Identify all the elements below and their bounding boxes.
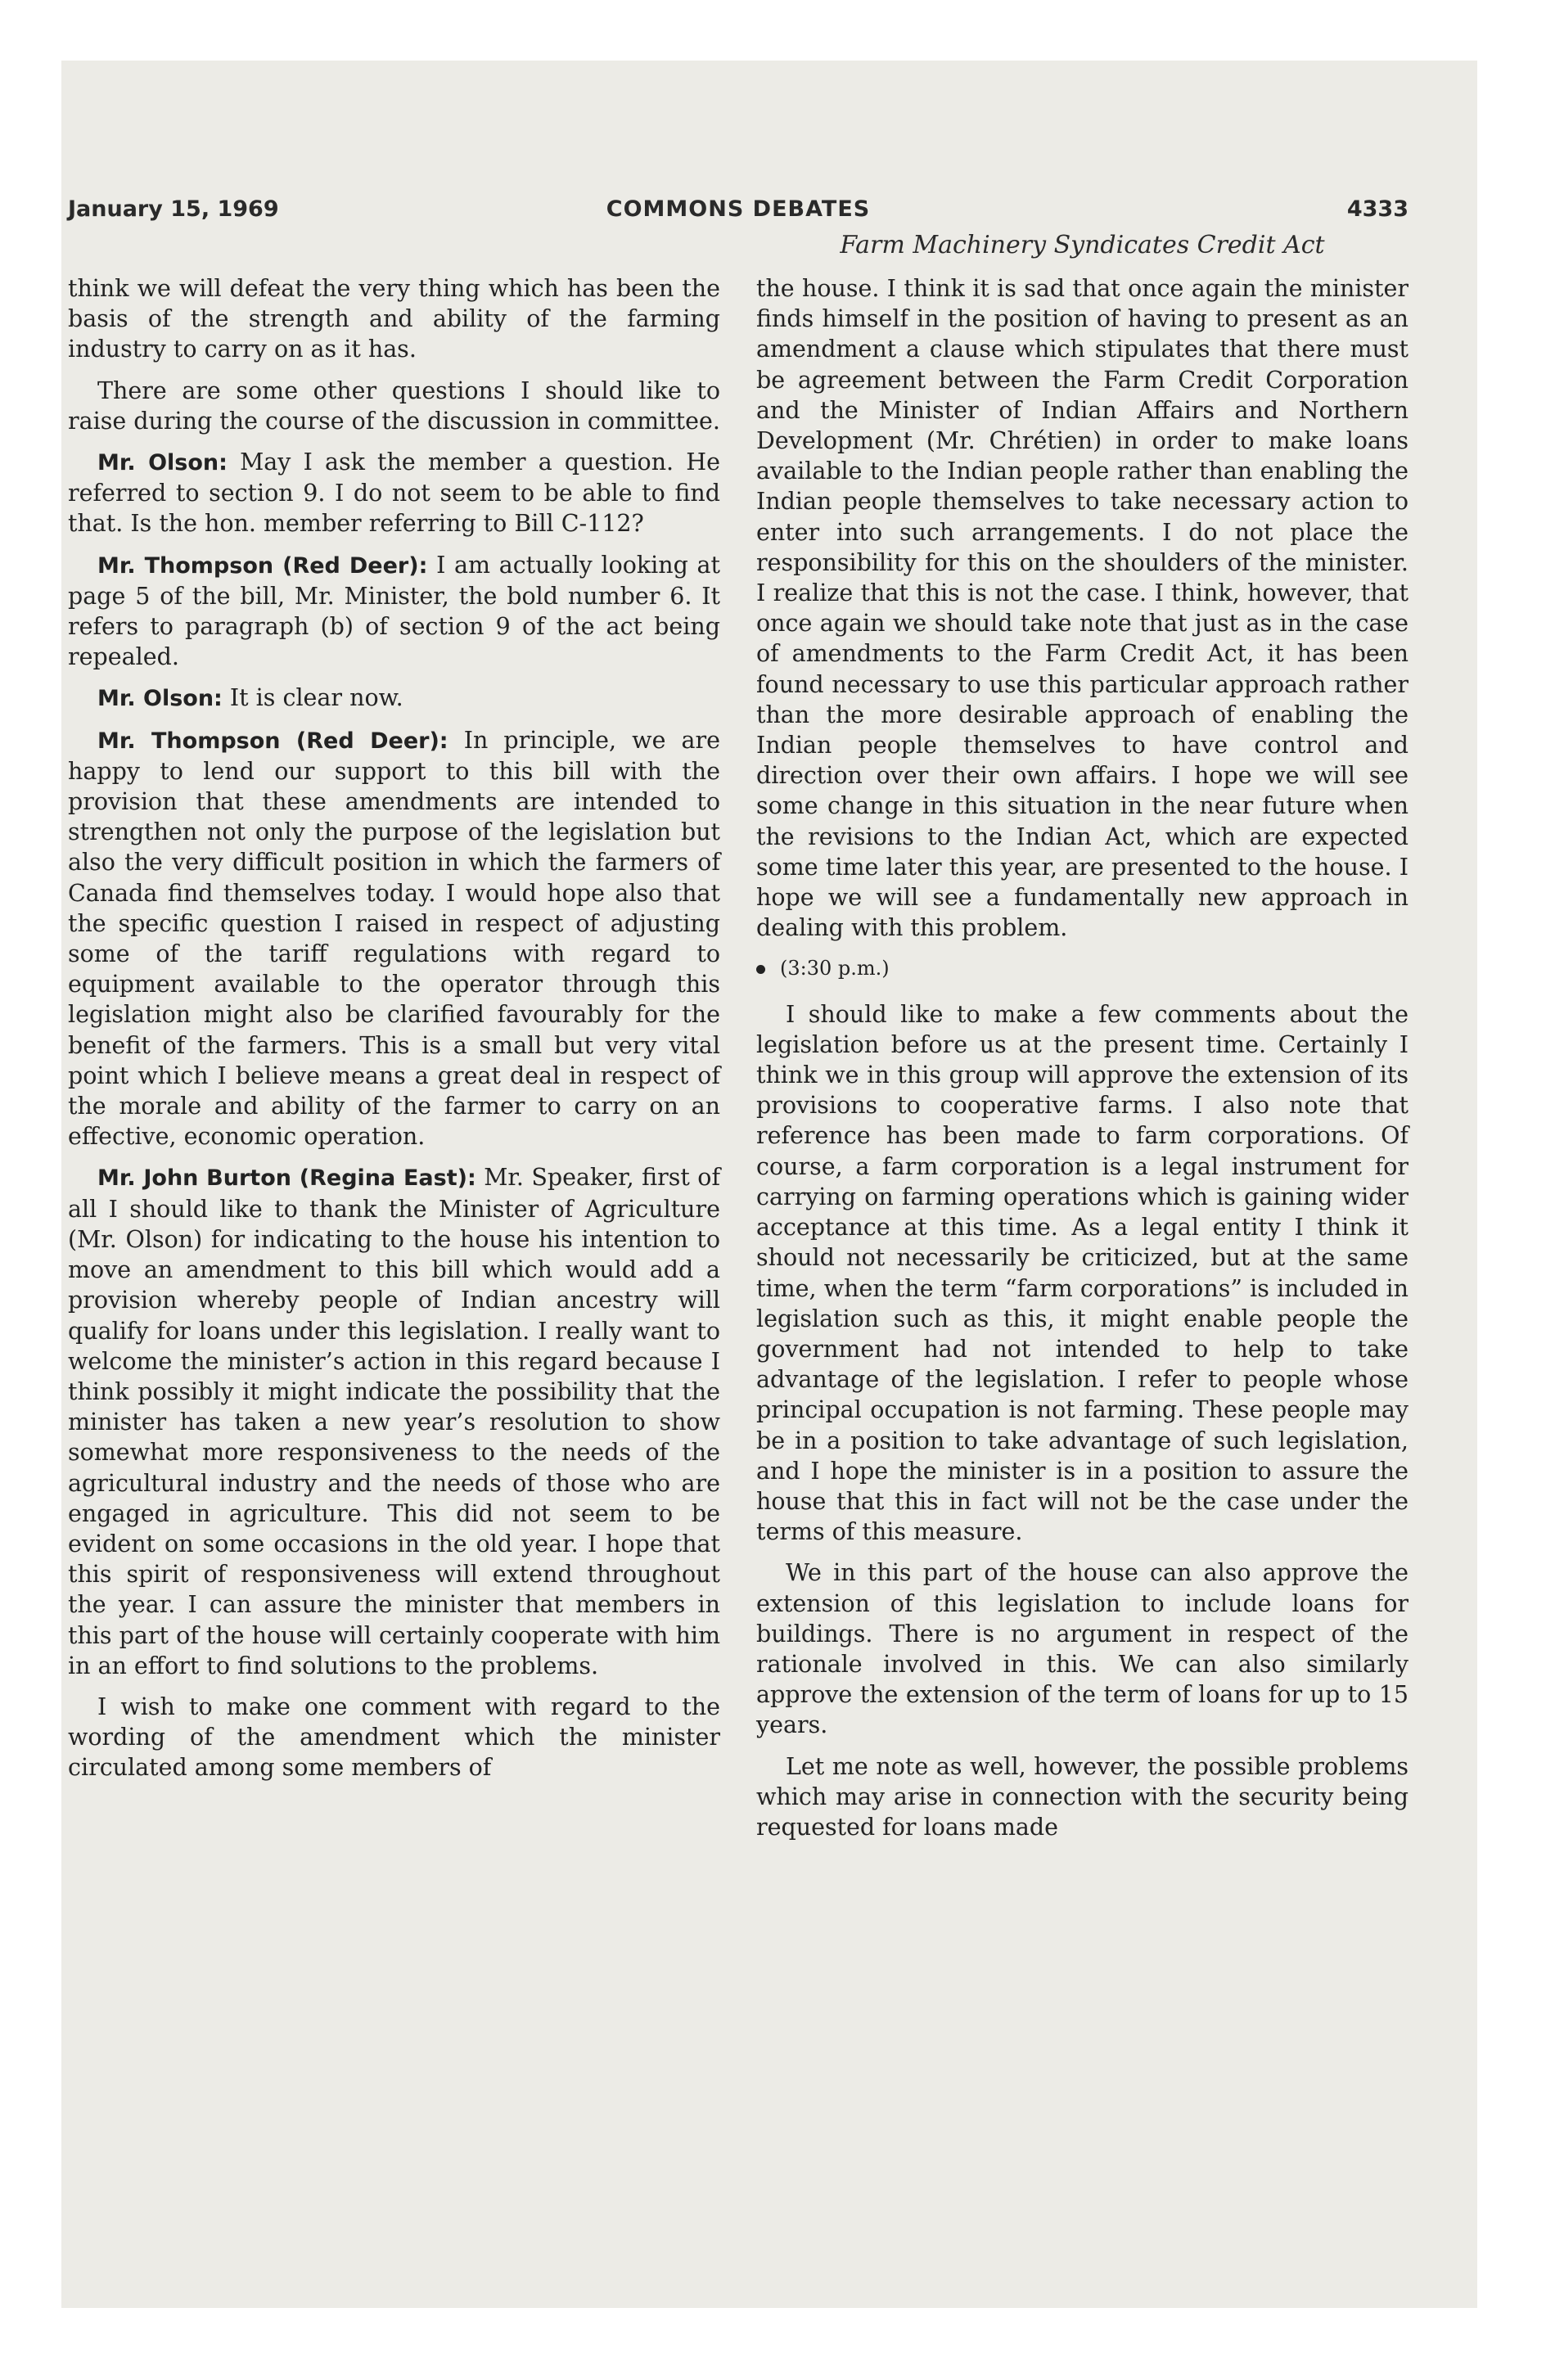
paragraph-text: We in this part of the house can also approve the extension of this legislation to include loans for buildings. There is no argument in respect of the rationale involved in this. We can also similarly approve the extension of the term of loans for up to 15 years. xyxy=(756,1559,1409,1739)
paragraph-text: think we will defeat the very thing which has been the basis of the strength and ability of the farming industry to carry on as it has. xyxy=(68,275,720,363)
paragraph xyxy=(756,1751,1409,1843)
bullet-icon xyxy=(756,965,765,974)
speaker-name: Mr. Thompson (Red Deer): xyxy=(97,552,428,579)
time-marker xyxy=(756,953,1409,984)
left-column xyxy=(68,273,720,1794)
paragraph xyxy=(68,376,720,436)
paragraph xyxy=(68,683,720,714)
paragraph-text: the house. I think it is sad that once again the minister finds himself in the position of having to present as an amendment a clause which stipulates that there must be agreement between the Farm Credit Corporation and the Minister of Indian Affairs and Northern Development (Mr. Chrétien) in order to make loans available to the Indian people rather than enabling the Indian people themselves to take necessary action to enter into such arrangements. I do not place the responsibility for this on the shoulders of the minister. I realize that this is not the case. I think, however, that once again we should take note that just as in the case of amendments to the Farm Credit Act, it has been found necessary to use this particular approach rather than the more desirable approach of enabling the Indian people themselves to have control and direction over their own affairs. I hope we will see some change in this situation in the near future when the revisions to the Indian Act, which are expected some time later this year, are presented to the house. I hope we will see a fundamentally new approach in dealing with this problem. xyxy=(756,275,1409,942)
page-number: 4333 xyxy=(1346,196,1409,222)
paragraph xyxy=(756,273,1409,943)
time-marker-text: (3:30 p.m.) xyxy=(780,957,890,980)
right-column-before-marker xyxy=(756,273,1409,943)
paragraph-text: I wish to make one comment with regard to the wording of the amendment which the minister circulated among some members of xyxy=(68,1693,720,1782)
paragraph-text: In principle, we are happy to lend our support to this bill with the provision that these amendments are intended to strengthen not only the purpose of the legislation but also the very difficult position in which the farmers of Canada find themselves today. I would hope also that the specific question I raised in respect of adjusting some of the tariff regulations with regard to equipment available to the operator through this legislation might also be clarified favourably for the benefit of the farmers. This is a small but very vital point which I believe means a great deal in respect of the morale and ability of the farmer to carry on an effective, economic operation. xyxy=(68,726,721,1151)
paragraph-text: There are some other questions I should like to raise during the course of the discussion in committee. xyxy=(68,376,720,435)
header-title: COMMONS DEBATES xyxy=(606,196,871,222)
paragraph xyxy=(68,550,720,673)
paragraph xyxy=(68,725,720,1152)
paragraph-text: Mr. Speaker, first of all I should like to thank the Minister of Agriculture (Mr. Olson) for indicating to the house his intention to move an amendment to this bill which would add a provision whereby people of Indian ancestry will qualify for loans under this legislation. I really want to welcome the minister’s action in this regard because I think possibly it might indicate the possibility that the minister has taken a new year’s resolution to show somewhat more responsiveness to the needs of the agricultural industry and the needs of those who are engaged in agriculture. This did not seem to be evident on some occasions in the old year. I hope that this spirit of responsiveness will extend throughout the year. I can assure the minister that members in this part of the house will certainly cooperate with him in an effort to find solutions to the problems. xyxy=(68,1164,720,1679)
paragraph-text: I am actually looking at page 5 of the bill, Mr. Minister, the bold number 6. It refers to paragraph (b) of section 9 of the act being repealed. xyxy=(68,551,720,671)
paragraph xyxy=(68,273,720,365)
speaker-name: Mr. John Burton (Regina East): xyxy=(97,1165,476,1192)
paragraph xyxy=(756,999,1409,1548)
paragraph-text: It is clear now. xyxy=(229,684,403,712)
paragraph xyxy=(68,1692,720,1783)
paragraph-text: May I ask the member a question. He referred to section 9. I do not seem to be able to find that. Is the hon. member referring to Bill C-112? xyxy=(68,449,720,538)
header-date: January 15, 1969 xyxy=(68,196,279,222)
paragraph-text: I should like to make a few comments about the legislation before us at the present time. Certainly I think we in this group will approve the extension of its provisions to cooperative farms. I also note that reference has been made to farm corporations. Of course, a farm corporation is a legal instrument for carrying on farming operations which is gaining wider acceptance at this time. As a legal entity I think it should not necessarily be criticized, but at the same time, when the term “farm corporations” is included in legislation such as this, it might enable people the government had not intended to help to take advantage of the legislation. I refer to people whose principal occupation is not farming. These people may be in a position to take advantage of such legislation, and I hope the minister is in a position to assure the house that this in fact will not be the case under the terms of this measure. xyxy=(756,1000,1409,1546)
paragraph xyxy=(756,1557,1409,1740)
speaker-name: Mr. Thompson (Red Deer): xyxy=(97,728,448,754)
paragraph xyxy=(68,1162,720,1680)
speaker-name: Mr. Olson: xyxy=(97,450,228,476)
speaker-name: Mr. Olson: xyxy=(97,686,223,712)
section-subtitle: Farm Machinery Syndicates Credit Act xyxy=(840,231,1325,259)
right-column-after-marker xyxy=(756,999,1409,1842)
page-header xyxy=(68,196,1409,229)
paragraph xyxy=(68,447,720,539)
right-column xyxy=(756,273,1409,1853)
paragraph-text: Let me note as well, however, the possible problems which may arise in connection with the security being requested for loans made xyxy=(756,1752,1409,1841)
